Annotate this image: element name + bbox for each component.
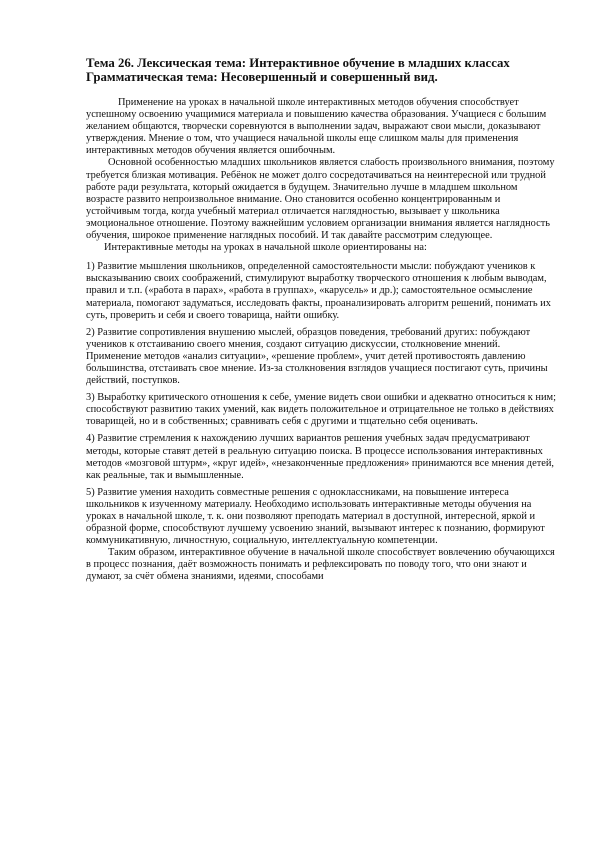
list-item-5: 5) Развитие умения находить совместные решения с одноклассниками, на повышение интереса школьников к изученному материалу. Необходимо использовать интерактивные методы обучения на уроках в начальной школе, т. к. они позволяют преподать материал в доступной, интересной, яркой и образной форме, способствуют лучшему усвоению знаний, вызывают интерес к познанию, формируют коммуникативную, личностную, социальную, интеллектуальную компетенции. bbox=[86, 486, 545, 547]
lexical-topic-title: Тема 26. Лексическая тема: Интерактивное обучение в младших классах bbox=[86, 56, 510, 70]
document-page bbox=[86, 56, 556, 584]
list-item-1: 1) Развитие мышления школьников, определенной самостоятельности мысли: побуждают учеников к высказыванию своих соображений, стимулируют выработку творческого отношения к любым выводам, правил и т.п. («работа в парах», «работа в группах», «карусель» и др.); самостоятельное осмысление материала, помогают задуматься, исследовать факты, проанализировать алгоритм решений, понимать их суть, проверить и себя и своего товарища, найти ошибку. bbox=[86, 261, 551, 321]
grammar-topic-title: Грамматическая тема: Несовершенный и совершенный вид. bbox=[86, 70, 438, 84]
title-spacer bbox=[86, 84, 556, 97]
list-item-3: 3) Выработку критического отношения к себе, умение видеть свои ошибки и адекватно относиться к ним; способствуют развитию таких умений, как видеть положительное и отрицательное не только в действиях товарищей, но и в собственных; сравнивать себя с другими и тщательно себя оценивать. bbox=[86, 392, 556, 428]
list-item-4: 4) Развитие стремления к нахождению лучших вариантов решения учебных задач предусматривают методы, которые ставят детей в реальную ситуацию поиска. В процессе использования интерактивных методов «мозговой штурм», «круг идей», «незаконченные предложения» принимаются все мнения детей, как реальные, так и вымышленные. bbox=[86, 433, 555, 481]
closing-paragraph: Таким образом, интерактивное обучение в начальной школе способствует вовлечению обучающихся в процесс познания, даёт возможность понимать и рефлексировать по поводу того, что они знают и думают, за счёт обмена знаниями, идеями, способами bbox=[86, 547, 555, 583]
intro-paragraph: Применение на уроках в начальной школе интерактивных методов обучения способствует успешному освоению учащимися материала и повышению качества образования. Учащиеся с большим желанием общаются, творчески соревнуются в выполнении задач, выражают свои мысли, доказывают утверждения. Мнение о том, что учащиеся начальной школы еще слишком малы для применения интерактивных методов обучения является ошибочным. bbox=[86, 97, 547, 157]
methods-lead-paragraph: Интерактивные методы на уроках в начальной школе ориентированы на: bbox=[104, 242, 427, 254]
list-item-2: 2) Развитие сопротивления внушению мыслей, образцов поведения, требований других: побуждают учеников к отстаиванию своего мнения, создают ситуацию дискуссии, столкновение мнений. Применение методов «анализ ситуации», «решение проблем», учит детей противостоять давлению большинства, отстаивать свое мнение. Из-за столкновения взглядов учащиеся постигают суть, причины действий, поступков. bbox=[86, 326, 548, 387]
attention-paragraph: Основной особенностью младших школьников является слабость произвольного внимания, поэтому требуется близкая мотивация. Ребёнок не может долго сосредотачиваться на неинтересной или трудной работе ради результата, который ожидается в будущем. Значительно лучше в младшем школьном возрасте развито непроизвольное внимание. Оно становится особенно концентрированным и устойчивым тогда, когда учебный материал отличается наглядностью, вызывает у школьника эмоциональное отношение. Поэтому важнейшим условием организации внимания является наглядность обучения, широкое применение наглядных пособий. И так давайте рассмотрим следующее. bbox=[86, 157, 555, 242]
